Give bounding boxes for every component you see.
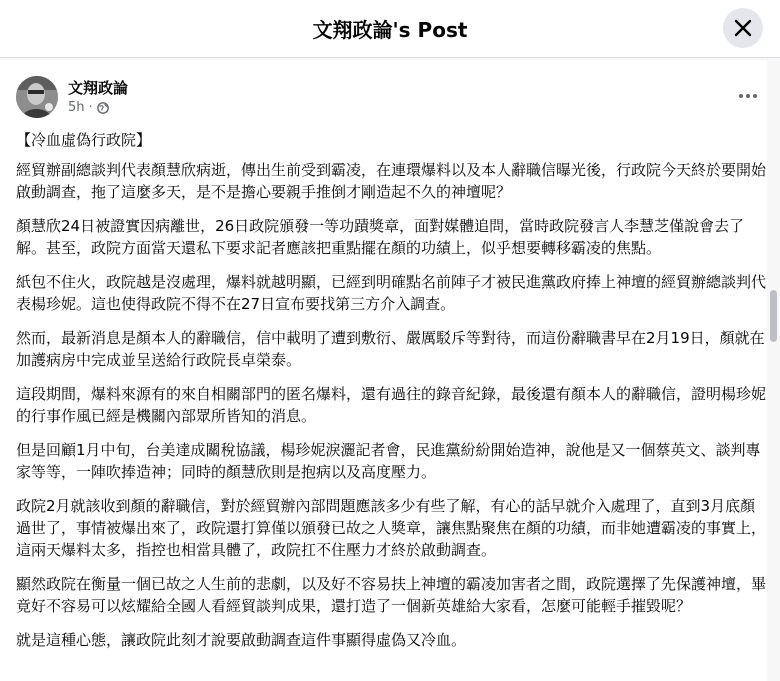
post-author[interactable]: 文翔政論: [68, 79, 129, 97]
close-icon: [734, 19, 752, 37]
more-options-icon: [753, 94, 757, 98]
more-options-button[interactable]: [732, 84, 764, 108]
globe-icon: [97, 102, 109, 114]
avatar[interactable]: [16, 76, 58, 118]
post-paragraph: 顯然政院在衡量一個已故之人生前的悲劇，以及好不容易扶上神壇的霸凌加害者之間，政院選擇了先保護神壇，畢竟好不容易可以炫耀給全國人看經貿談判成果，還打造了一個新英雄給大家看，怎麼可能輕手摧毀呢？: [16, 575, 766, 615]
scrollbar[interactable]: [767, 58, 780, 681]
post: [0, 58, 766, 681]
post-paragraph: 就是這種心態，讓政院此刻才說要啟動調查這件事顯得虛偽又冷血。: [16, 631, 467, 649]
meta-separator: ·: [88, 100, 93, 115]
post-time[interactable]: 5h: [68, 100, 85, 115]
post-heading: 【冷血虛偽行政院】: [16, 131, 152, 149]
post-paragraph: 但是回顧1月中旬，台美達成關稅協議，楊珍妮淚灑記者會，民進黨紛紛開始造神，說他是又一個蔡英文、談判專家等等，一陣吹捧造神；同時的顏慧欣則是抱病以及高度壓力。: [16, 441, 761, 481]
close-button[interactable]: [723, 8, 763, 48]
post-body: [16, 129, 766, 663]
post-paragraph: 顏慧欣24日被證實因病離世，26日政院頒發一等功蹟獎章，面對媒體追問，當時政院發言人李慧芝僅說會去了解。甚至，政院方面當天還私下要求記者應該把重點擺在顏的功績上，似乎想要轉移霸凌的焦點。: [16, 217, 745, 257]
more-options-icon: [746, 94, 750, 98]
post-paragraph: 經貿辦副總談判代表顏慧欣病逝，傳出生前受到霸凌，在連環爆料以及本人辭職信曝光後，行政院今天終於要開始啟動調查，拖了這麼多天，是不是擔心要親手推倒才剛造起不久的神壇呢？: [16, 161, 766, 201]
post-dialog-header: [0, 0, 780, 58]
avatar-image: [16, 76, 58, 118]
post-paragraph: 然而，最新消息是顏本人的辭職信，信中載明了遭到敷衍、嚴厲駁斥等對待，而這份辭職書早在2月19日，顏就在加護病房中完成並呈送給行政院長卓榮泰。: [16, 329, 765, 369]
post-meta: [68, 100, 109, 115]
post-paragraph: 政院2月就該收到顏的辭職信，對於經貿辦內部問題應該多少有些了解，有心的話早就介入處理了，直到3月底顏過世了，事情被爆出來了，政院還打算僅以頒發已故之人獎章，讓焦點聚焦在顏的功績，而非她遭霸凌的事實上，這兩天爆料太多，指控也相當具體了，政院扛不住壓力才終於啟動調查。: [16, 497, 766, 559]
scrollbar-thumb[interactable]: [770, 290, 777, 342]
post-paragraph: 這段期間，爆料來源有的來自相關部門的匿名爆料，還有過往的錄音紀錄，最後還有顏本人的辭職信，證明楊珍妮的行事作風已經是機關內部眾所皆知的消息。: [16, 385, 766, 425]
more-options-icon: [739, 94, 743, 98]
post-paragraph: 紙包不住火，政院越是沒處理，爆料就越明顯，已經到明確點名前陣子才被民進黨政府捧上神壇的經貿辦總談判代表楊珍妮。這也使得政院不得不在27日宣布要找第三方介入調查。: [16, 273, 766, 313]
dialog-title: 文翔政論's Post: [312, 18, 468, 42]
